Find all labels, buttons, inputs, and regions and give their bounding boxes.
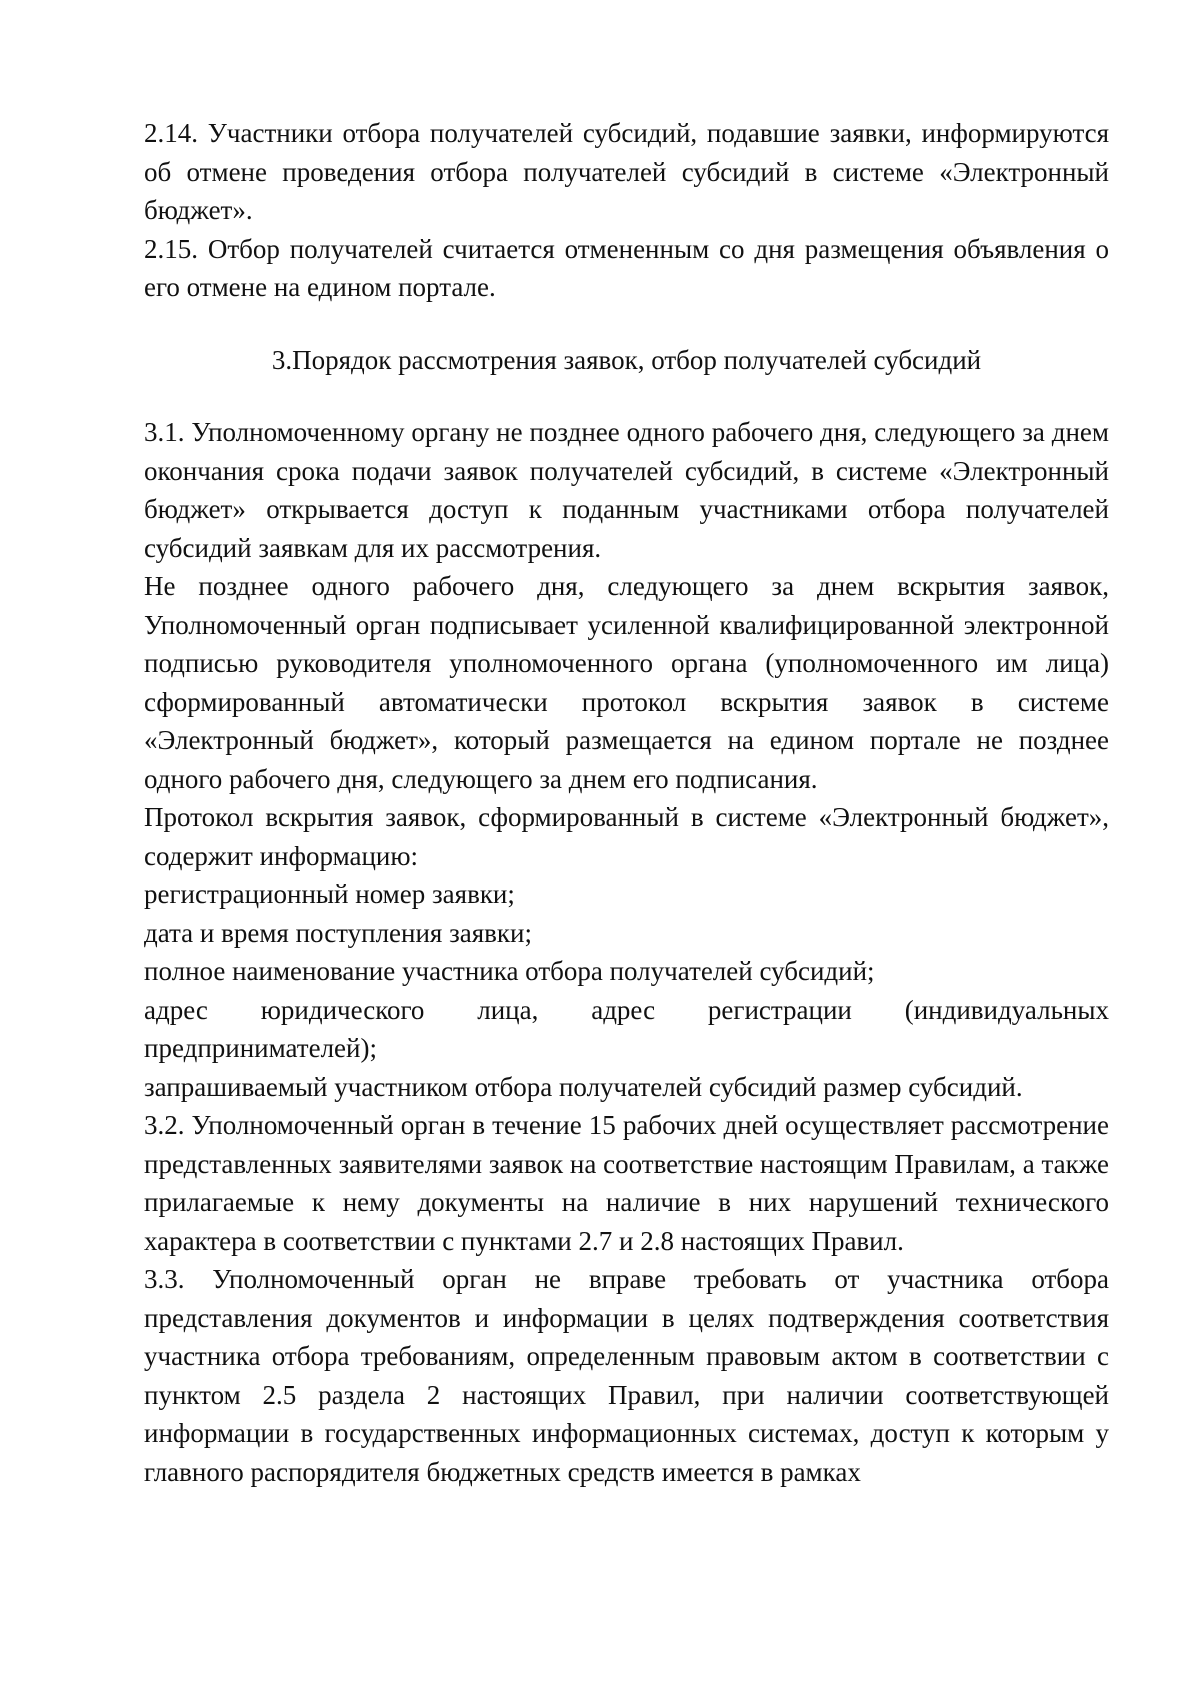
paragraph-3-3: 3.3. Уполномоченный орган не вправе требовать от участника отбора представления документов и информации в целях подтверждения соответствия участника отбора требованиям, определенным правовым актом в соответствии с пунктом 2.5 раздела 2 настоящих Правил, при наличии соответствующей информации в государственных информационных системах, доступ к которым у главного распорядителя бюджетных средств имеется в рамках	[144, 1264, 1109, 1487]
section-heading: 3.Порядок рассмотрения заявок, отбор получателей субсидий	[271, 344, 982, 375]
list-item-registration-number: регистрационный номер заявки;	[144, 879, 515, 909]
spacer	[144, 379, 1109, 413]
list-item-full-name: полное наименование участника отбора получателей субсидий;	[144, 956, 875, 986]
list-item-date-time: дата и время поступления заявки;	[144, 917, 532, 948]
paragraph-3-2: 3.2. Уполномоченный орган в течение 15 рабочих дней осуществляет рассмотрение представленных заявителями заявок на соответствие настоящим Правилам, а также прилагаемые к нему документы на наличие в них нарушений технического характера в соответствии с пунктами 2.7 и 2.8 настоящих Правил.	[144, 1110, 1109, 1256]
spacer	[144, 307, 1109, 341]
list-item-address: адрес юридического лица, адрес регистрации (индивидуальных предпринимателей);	[144, 994, 1109, 1063]
paragraph-protocol-signing: Не позднее одного рабочего дня, следующего за днем вскрытия заявок, Уполномоченный орган подписывает усиленной квалифицированной электронной подписью руководителя уполномоченного органа (уполномоченного им лица) сформированный автоматически протокол вскрытия заявок в системе «Электронный бюджет», который размещается на едином портале не позднее одного рабочего дня, следующего за днем его подписания.	[144, 571, 1109, 794]
paragraph-3-1: 3.1. Уполномоченному органу не позднее одного рабочего дня, следующего за днем окончания срока подачи заявок получателей субсидий, в системе «Электронный бюджет» открывается доступ к поданным участниками отбора получателей субсидий заявкам для их рассмотрения.	[144, 417, 1109, 563]
paragraph-2-14: 2.14. Участники отбора получателей субсидий, подавшие заявки, информируются об отмене проведения отбора получателей субсидий в системе «Электронный бюджет».	[144, 118, 1109, 225]
paragraph-2-15: 2.15. Отбор получателей считается отмененным со дня размещения объявления о его отмене на едином портале.	[144, 233, 1109, 302]
list-item-requested-amount: запрашиваемый участником отбора получателей субсидий размер субсидий.	[144, 1071, 1023, 1102]
paragraph-protocol-contents: Протокол вскрытия заявок, сформированный в системе «Электронный бюджет», содержит информацию:	[144, 802, 1109, 871]
